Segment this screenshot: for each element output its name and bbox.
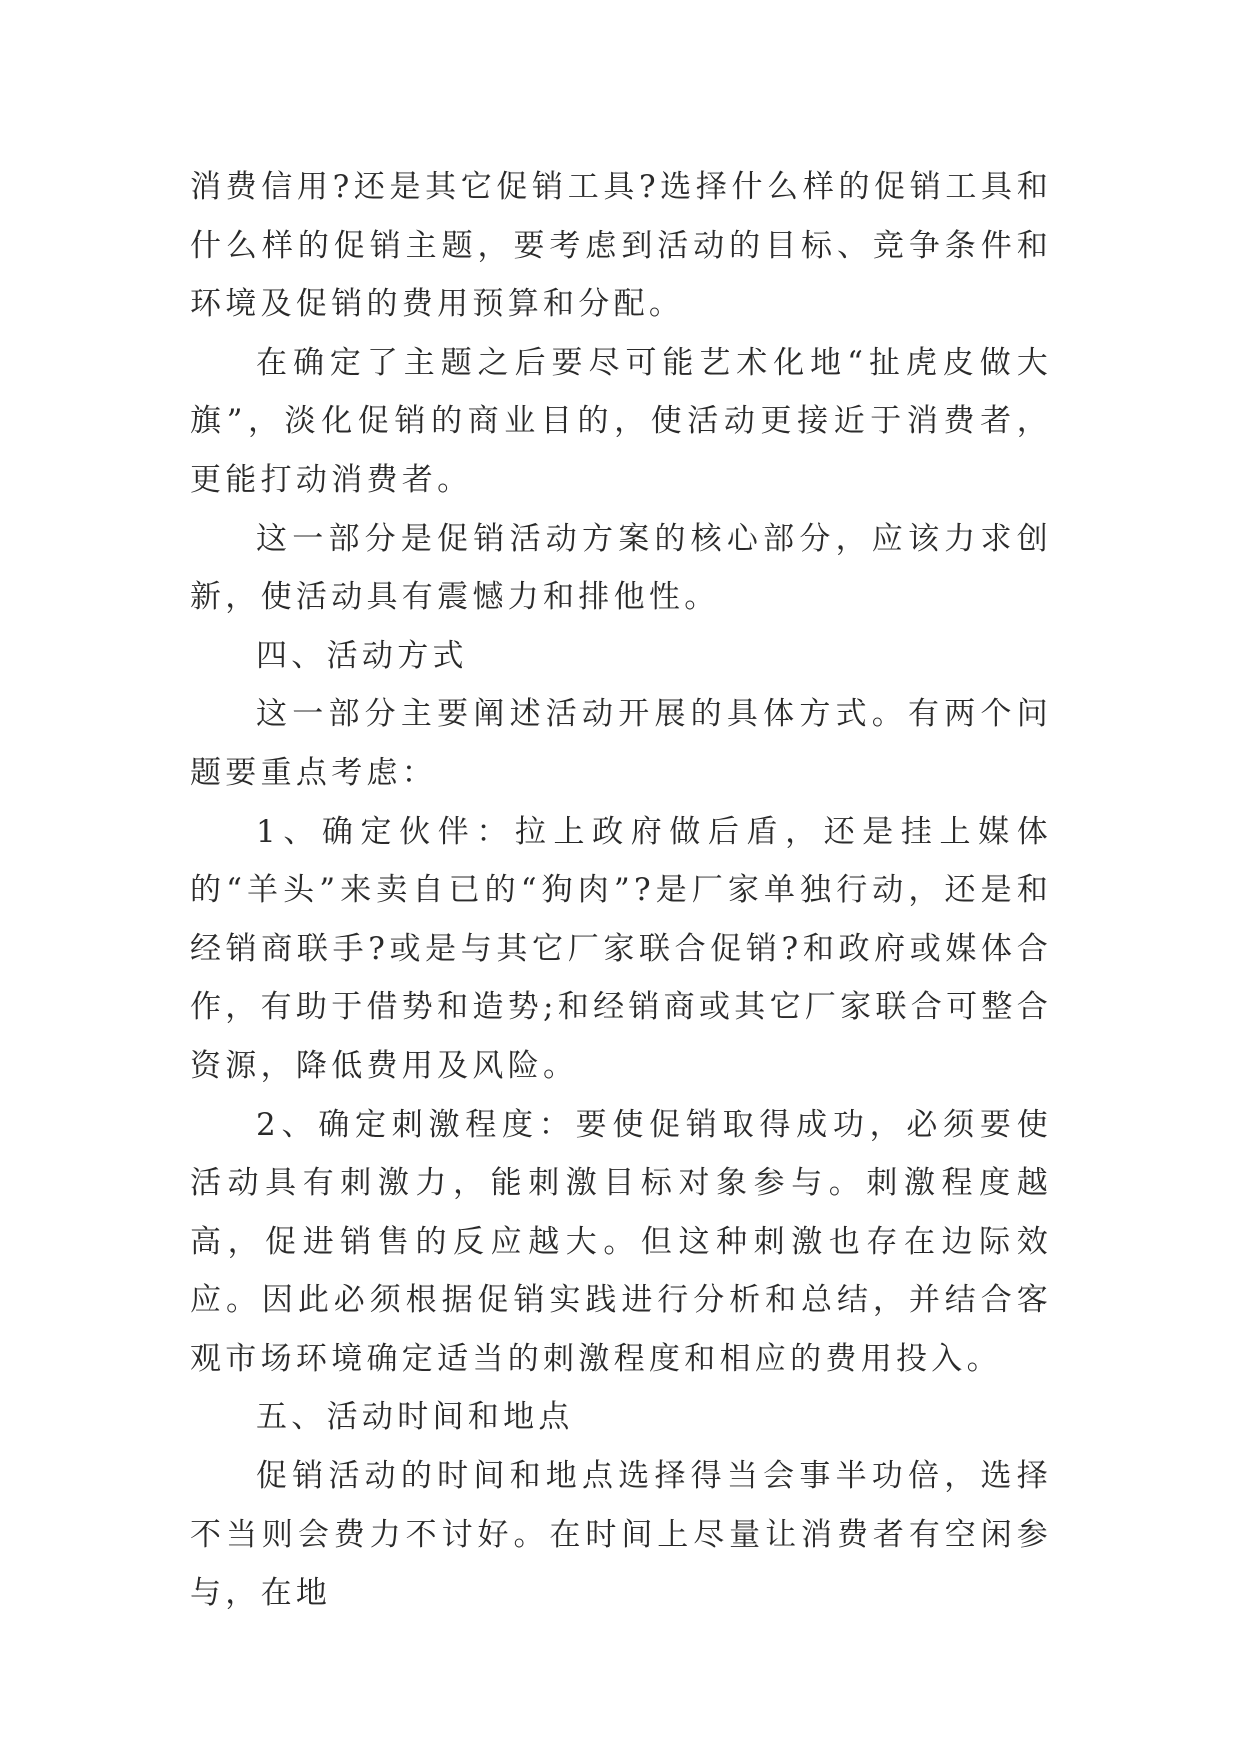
document-body <box>190 158 1052 1623</box>
paragraph-9: 促销活动的时间和地点选择得当会事半功倍，选择不当则会费力不讨好。在时间上尽量让消费者有空闲参与，在地 <box>190 1458 1052 1612</box>
paragraph-2: 在确定了主题之后要尽可能艺术化地“扯虎皮做大旗”，淡化促销的商业目的，使活动更接近于消费者，更能打动消费者。 <box>190 344 1052 498</box>
section-heading-activity-method: 四、活动方式 <box>256 637 468 674</box>
paragraph-6: 1、确定伙伴：拉上政府做后盾，还是挂上媒体的“羊头”来卖自已的“狗肉”?是厂家单独行动，还是和经销商联手?或是与其它厂家联合促销?和政府或媒体合作，有助于借势和造势;和经销商或其它厂家联合可整合资源，降低费用及风险。 <box>190 813 1052 1084</box>
paragraph-3: 这一部分是促销活动方案的核心部分，应该力求创新，使活动具有震憾力和排他性。 <box>190 520 1052 616</box>
paragraph-7: 2、确定刺激程度：要使促销取得成功，必须要使活动具有刺激力，能刺激目标对象参与。刺激程度越高，促进销售的反应越大。但这种刺激也存在边际效应。因此必须根据促销实践进行分析和总结，并结合客观市场环境确定适当的刺激程度和相应的费用投入。 <box>190 1106 1052 1377</box>
section-heading-time-and-place: 五、活动时间和地点 <box>256 1399 574 1436</box>
paragraph-1: 消费信用?还是其它促销工具?选择什么样的促销工具和什么样的促销主题，要考虑到活动的目标、竞争条件和环境及促销的费用预算和分配。 <box>190 169 1052 323</box>
paragraph-5: 这一部分主要阐述活动开展的具体方式。有两个问题要重点考虑： <box>190 696 1052 791</box>
